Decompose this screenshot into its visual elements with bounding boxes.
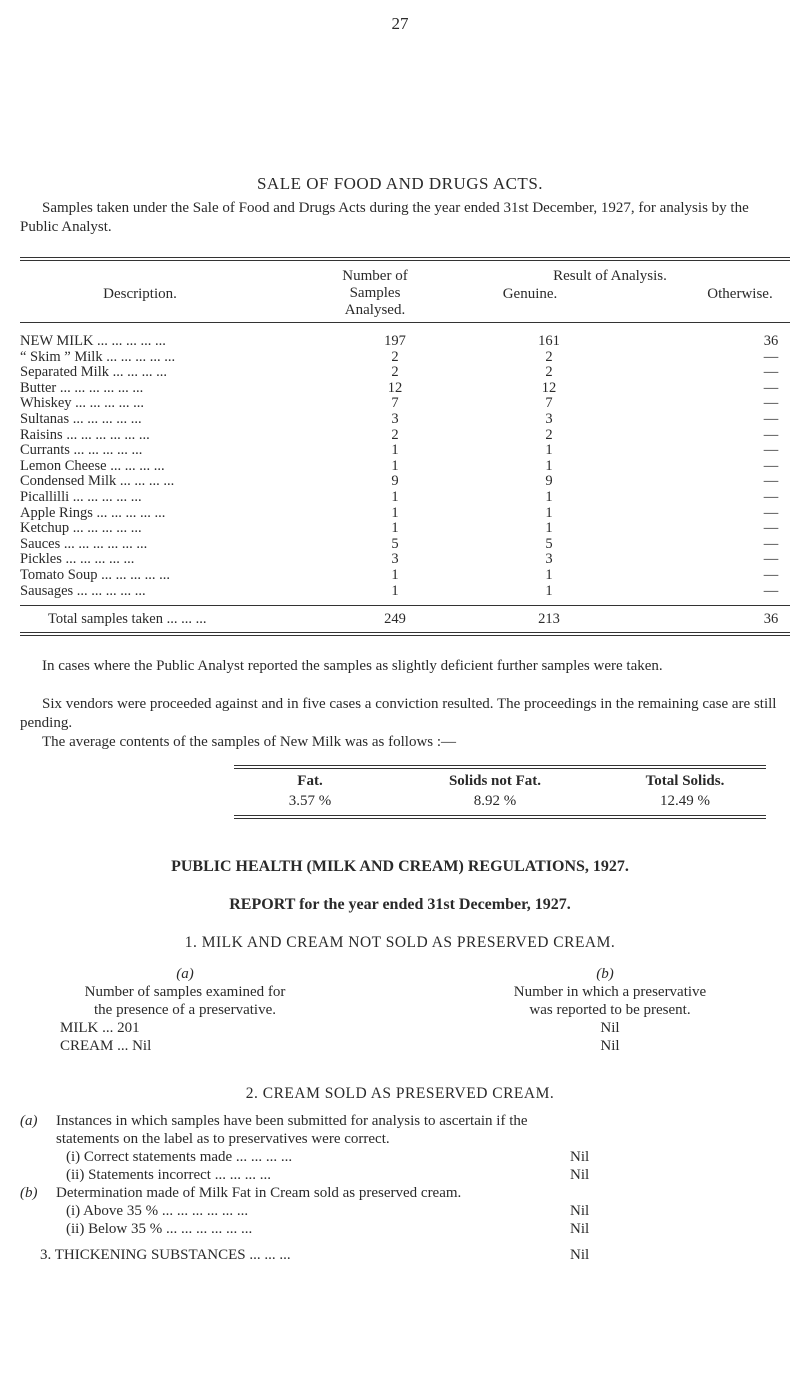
- total-otherwise: 36: [763, 611, 779, 627]
- row-description: “ Skim ” Milk ... ... ... ... ...: [20, 349, 176, 365]
- header-otherwise: Otherwise.: [707, 286, 773, 302]
- row-number: 9: [391, 473, 399, 489]
- section-2-heading: 2. CREAM SOLD AS PRESERVED CREAM.: [245, 1085, 555, 1102]
- row-description: Sultanas ... ... ... ... ...: [20, 411, 142, 427]
- header-rule: [20, 322, 790, 323]
- milk-top-rule-2: [234, 768, 766, 769]
- row-otherwise: —: [763, 411, 779, 427]
- s2b-ii: (ii) Below 35 % ... ... ... ... ... ...: [66, 1221, 253, 1237]
- total-rule: [20, 605, 790, 606]
- row-genuine: 2: [545, 427, 553, 443]
- s2b-i: (i) Above 35 % ... ... ... ... ... ...: [66, 1203, 249, 1219]
- row-otherwise: —: [763, 536, 779, 552]
- total-desc: Total samples taken ... ... ...: [48, 611, 207, 627]
- s2b-i-value: Nil: [570, 1203, 590, 1219]
- header-number-line2: Samples: [349, 285, 401, 301]
- row-otherwise: —: [763, 458, 779, 474]
- ts-value: 12.49 %: [660, 793, 710, 809]
- table-row: [20, 427, 790, 443]
- row-number: 2: [391, 349, 399, 365]
- row-description: Tomato Soup ... ... ... ... ...: [20, 567, 171, 583]
- row-genuine: 1: [545, 583, 553, 599]
- row-number: 1: [391, 567, 399, 583]
- row-genuine: 1: [545, 567, 553, 583]
- s2b-text: Determination made of Milk Fat in Cream sold as preserved cream.: [56, 1185, 462, 1201]
- milk-bottom-rule-2: [234, 818, 766, 819]
- row-number: 1: [391, 489, 399, 505]
- row-description: Condensed Milk ... ... ... ...: [20, 473, 175, 489]
- row-genuine: 1: [545, 458, 553, 474]
- table-row: [20, 473, 790, 489]
- s2a-i: (i) Correct statements made ... ... ... ...: [66, 1149, 293, 1165]
- milk-top-rule: [234, 765, 766, 766]
- row-number: 1: [391, 520, 399, 536]
- section-1-heading: 1. MILK AND CREAM NOT SOLD AS PRESERVED CREAM.: [184, 934, 616, 951]
- col-b-milk: Nil: [600, 1020, 620, 1036]
- fat-label: Fat.: [297, 773, 323, 789]
- s2b-ii-value: Nil: [570, 1221, 590, 1237]
- row-description: Picallilli ... ... ... ... ...: [20, 489, 142, 505]
- row-otherwise: —: [763, 505, 779, 521]
- header-number-line3: Analysed.: [344, 302, 406, 318]
- row-genuine: 7: [545, 395, 553, 411]
- row-otherwise: —: [763, 520, 779, 536]
- page-title: SALE OF FOOD AND DRUGS ACTS.: [256, 174, 544, 193]
- row-genuine: 161: [538, 333, 560, 349]
- row-otherwise: —: [763, 427, 779, 443]
- row-number: 5: [391, 536, 399, 552]
- row-description: Raisins ... ... ... ... ... ...: [20, 427, 150, 443]
- row-genuine: 3: [545, 551, 553, 567]
- row-number: 3: [391, 411, 399, 427]
- row-number: 2: [391, 364, 399, 380]
- header-genuine: Genuine.: [502, 286, 558, 302]
- header-description: Description.: [103, 286, 177, 302]
- col-a-cream: CREAM ... Nil: [60, 1038, 152, 1054]
- row-description: Currants ... ... ... ... ...: [20, 442, 143, 458]
- row-otherwise: —: [763, 380, 779, 396]
- row-number: 12: [387, 380, 403, 396]
- col-a-milk: MILK ... 201: [60, 1020, 140, 1036]
- header-number: [320, 268, 430, 319]
- row-description: Sausages ... ... ... ... ...: [20, 583, 146, 599]
- row-number: 2: [391, 427, 399, 443]
- col-b-line2: was reported to be present.: [529, 1002, 691, 1018]
- table-bottom-rule: [20, 632, 790, 633]
- row-genuine: 9: [545, 473, 553, 489]
- snf-label: Solids not Fat.: [448, 773, 542, 789]
- row-otherwise: —: [763, 489, 779, 505]
- milk-bottom-rule: [234, 815, 766, 816]
- row-otherwise: —: [763, 442, 779, 458]
- row-number: 7: [391, 395, 399, 411]
- row-otherwise: —: [763, 567, 779, 583]
- fat-value: 3.57 %: [288, 793, 332, 809]
- row-number: 3: [391, 551, 399, 567]
- table-row: [20, 364, 790, 380]
- row-otherwise: —: [763, 364, 779, 380]
- report-title: REPORT for the year ended 31st December, 1927.: [229, 896, 571, 913]
- s2a-label: (a): [20, 1113, 38, 1129]
- ts-label: Total Solids.: [645, 773, 725, 789]
- row-description: Apple Rings ... ... ... ... ...: [20, 505, 166, 521]
- row-genuine: 3: [545, 411, 553, 427]
- s2a-ii: (ii) Statements incorrect ... ... ... ...: [66, 1167, 271, 1183]
- table-row: [20, 333, 790, 349]
- row-number: 197: [384, 333, 406, 349]
- table-top-rule-2: [20, 260, 790, 261]
- s2a-i-value: Nil: [570, 1149, 590, 1165]
- row-description: Lemon Cheese ... ... ... ...: [20, 458, 165, 474]
- table-top-rule: [20, 257, 790, 258]
- col-a-line2: the presence of a preservative.: [94, 1002, 276, 1018]
- total-number: 249: [384, 611, 406, 627]
- row-otherwise: —: [763, 551, 779, 567]
- paragraph-2: Six vendors were proceeded against and in five cases a conviction resulted. The proceedings in the remaining case are still pending.: [20, 696, 777, 731]
- row-otherwise: —: [763, 395, 779, 411]
- row-otherwise: —: [763, 473, 779, 489]
- row-genuine: 1: [545, 442, 553, 458]
- total-genuine: 213: [538, 611, 560, 627]
- row-number: 1: [391, 583, 399, 599]
- table-row: [20, 567, 790, 583]
- paragraph-1: In cases where the Public Analyst reported the samples as slightly deficient further samples were taken.: [42, 658, 663, 674]
- row-genuine: 2: [545, 349, 553, 365]
- paragraph-3: The average contents of the samples of New Milk was as follows :—: [42, 734, 457, 750]
- row-genuine: 12: [541, 380, 557, 396]
- table-row: [20, 583, 790, 599]
- col-a-line1: Number of samples examined for: [84, 984, 286, 1000]
- row-description: Pickles ... ... ... ... ...: [20, 551, 135, 567]
- row-number: 1: [391, 458, 399, 474]
- table-row: [20, 520, 790, 536]
- table-row: [20, 551, 790, 567]
- intro-paragraph: Samples taken under the Sale of Food and Drugs Acts during the year ended 31st December, 1927, for analysis by the Public Analyst.: [20, 200, 749, 235]
- s2b-label: (b): [20, 1185, 38, 1201]
- section-3-heading: 3. THICKENING SUBSTANCES ... ... ...: [40, 1247, 291, 1263]
- row-genuine: 1: [545, 489, 553, 505]
- table-row: [20, 458, 790, 474]
- table-row: [20, 411, 790, 427]
- snf-value: 8.92 %: [473, 793, 517, 809]
- table-row: [20, 395, 790, 411]
- row-description: Butter ... ... ... ... ... ...: [20, 380, 144, 396]
- header-result: Result of Analysis.: [553, 268, 667, 284]
- row-description: Sauces ... ... ... ... ... ...: [20, 536, 148, 552]
- row-description: NEW MILK ... ... ... ... ...: [20, 333, 166, 349]
- table-row: [20, 536, 790, 552]
- row-otherwise: 36: [763, 333, 779, 349]
- row-otherwise: —: [763, 583, 779, 599]
- col-b-label: (b): [596, 966, 614, 982]
- col-b-cream: Nil: [600, 1038, 620, 1054]
- page-number: 27: [391, 14, 409, 33]
- row-genuine: 1: [545, 505, 553, 521]
- row-otherwise: —: [763, 349, 779, 365]
- table-row: [20, 442, 790, 458]
- col-b-line1: Number in which a preservative: [513, 984, 707, 1000]
- row-description: Whiskey ... ... ... ... ...: [20, 395, 145, 411]
- row-number: 1: [391, 505, 399, 521]
- table-row: [20, 380, 790, 396]
- table-bottom-rule-2: [20, 635, 790, 636]
- total-row: [20, 611, 790, 627]
- row-genuine: 1: [545, 520, 553, 536]
- row-description: Separated Milk ... ... ... ...: [20, 364, 167, 380]
- s2a-ii-value: Nil: [570, 1167, 590, 1183]
- row-genuine: 5: [545, 536, 553, 552]
- regulations-title: PUBLIC HEALTH (MILK AND CREAM) REGULATIONS, 1927.: [171, 858, 629, 875]
- row-genuine: 2: [545, 364, 553, 380]
- table-row: [20, 505, 790, 521]
- section-3-value: Nil: [570, 1247, 590, 1263]
- header-number-line1: Number of: [342, 268, 408, 284]
- s2a-text2: statements on the label as to preservatives were correct.: [56, 1131, 390, 1147]
- row-description: Ketchup ... ... ... ... ...: [20, 520, 142, 536]
- row-number: 1: [391, 442, 399, 458]
- table-row: [20, 349, 790, 365]
- col-a-label: (a): [176, 966, 194, 982]
- table-row: [20, 489, 790, 505]
- s2a-text: Instances in which samples have been submitted for analysis to ascertain if the: [56, 1113, 528, 1129]
